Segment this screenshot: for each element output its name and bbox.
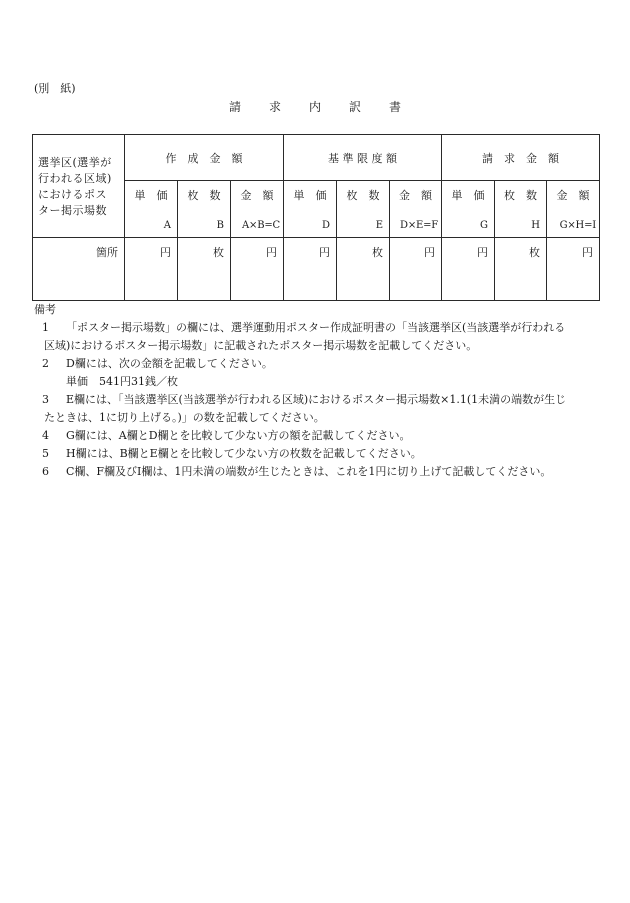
- subheader-amount-c: [231, 181, 284, 238]
- column-code: D: [321, 220, 330, 231]
- cell-f[interactable]: [390, 238, 442, 301]
- document-title: [0, 98, 630, 115]
- unit-label: 円: [424, 246, 436, 259]
- remark-item: [34, 355, 604, 391]
- poster-board-count-header: [33, 135, 125, 238]
- remark-item: [34, 427, 604, 445]
- remark-item: [34, 445, 604, 463]
- cell-c[interactable]: [231, 238, 284, 301]
- subheader-unit-price-a: [125, 181, 178, 238]
- unit-label: 枚: [529, 246, 541, 259]
- board-count-cell[interactable]: [33, 238, 125, 301]
- remark-number: 2: [42, 357, 49, 370]
- header-line: 選挙区(選挙が: [38, 156, 112, 169]
- header-line: 行われる区域): [38, 172, 112, 185]
- cell-i[interactable]: [547, 238, 600, 301]
- header-line: におけるポス: [38, 188, 107, 201]
- remark-item: [34, 391, 604, 427]
- column-code: D×E=F: [400, 220, 439, 231]
- cell-h[interactable]: [495, 238, 547, 301]
- remark-line: C欄、F欄及びI欄は、1円未満の端数が生じたときは、これを1円に切り上げて記載してください。: [66, 465, 552, 478]
- column-code: B: [216, 220, 224, 231]
- title-char: 内: [308, 100, 321, 114]
- subheader-label: 金 額: [240, 189, 274, 202]
- remark-line: G欄には、A欄とD欄とを比較して少ない方の額を記載してください。: [66, 429, 411, 442]
- remark-line: E欄には、「当該選挙区(当該選挙が行われる区域)におけるポスター掲示場数×1.1(1未満の端数が生じ: [66, 393, 567, 406]
- attachment-tag: (別 紙): [34, 82, 76, 95]
- subheader-amount-i: [547, 181, 600, 238]
- remark-number: 1: [42, 321, 49, 334]
- subheader-count-h: [495, 181, 547, 238]
- subheader-amount-f: [390, 181, 442, 238]
- column-code: G×H=I: [559, 220, 597, 231]
- subheader-label: 枚 数: [346, 189, 380, 202]
- claim-breakdown-table: [32, 134, 600, 301]
- group-header-production-amount: 作 成 金 額: [125, 135, 284, 181]
- unit-label: 枚: [372, 246, 383, 259]
- cell-d[interactable]: [284, 238, 337, 301]
- cell-b[interactable]: [178, 238, 231, 301]
- remark-line: 単価 541円31銭／枚: [66, 375, 178, 388]
- subheader-label: 金 額: [556, 189, 590, 202]
- title-char: 求: [268, 100, 281, 114]
- unit-label: 枚: [213, 246, 224, 259]
- remark-line: たときは、1に切り上げる。)」の数を記載してください。: [44, 411, 325, 424]
- unit-label: 円: [266, 246, 277, 259]
- remark-number: 5: [42, 447, 49, 460]
- group-header-standard-limit: 基 準 限 度 額: [284, 135, 442, 181]
- remark-item: [34, 463, 604, 481]
- title-char: 書: [389, 100, 402, 114]
- subheader-count-b: [178, 181, 231, 238]
- column-code: A×B=C: [242, 220, 280, 231]
- unit-label: 円: [582, 246, 594, 259]
- subheader-label: 枚 数: [187, 189, 221, 202]
- subheader-count-e: [337, 181, 390, 238]
- group-header-claim-amount: 請 求 金 額: [442, 135, 600, 181]
- unit-label: 円: [160, 246, 171, 259]
- title-char: 訳: [349, 100, 362, 114]
- remark-number: 3: [42, 393, 49, 406]
- remark-line: H欄には、B欄とE欄とを比較して少ない方の枚数を記載してください。: [66, 447, 422, 460]
- subheader-label: 単 価: [134, 189, 168, 202]
- subheader-label: 単 価: [451, 189, 485, 202]
- unit-label: 円: [477, 246, 489, 259]
- cell-e[interactable]: [337, 238, 390, 301]
- subheader-unit-price-g: [442, 181, 495, 238]
- remark-number: 6: [42, 465, 49, 478]
- remark-line: 区域)におけるポスター掲示場数」に記載されたポスター掲示場数を記載してください。: [44, 339, 478, 352]
- remark-number: 4: [42, 429, 49, 442]
- remark-line: D欄には、次の金額を記載してください。: [66, 357, 273, 370]
- header-line: ター掲示場数: [38, 204, 107, 217]
- subheader-label: 単 価: [293, 189, 327, 202]
- column-code: G: [480, 220, 489, 231]
- remark-line: 「ポスター掲示場数」の欄には、選挙運動用ポスター作成証明書の「当該選挙区(当該選挙が行われる: [66, 321, 566, 334]
- cell-g[interactable]: [442, 238, 495, 301]
- remark-item: [34, 319, 604, 355]
- remarks-heading: 備考: [34, 303, 56, 316]
- column-code: H: [531, 220, 541, 231]
- title-char: 請: [228, 100, 241, 114]
- subheader-unit-price-d: [284, 181, 337, 238]
- subheader-label: 金 額: [399, 189, 432, 202]
- column-code: E: [375, 220, 383, 231]
- column-code: A: [163, 220, 171, 231]
- cell-a[interactable]: [125, 238, 178, 301]
- unit-label: 箇所: [96, 246, 118, 259]
- unit-label: 円: [319, 246, 330, 259]
- subheader-label: 枚 数: [504, 189, 538, 202]
- remarks-section: [34, 301, 604, 481]
